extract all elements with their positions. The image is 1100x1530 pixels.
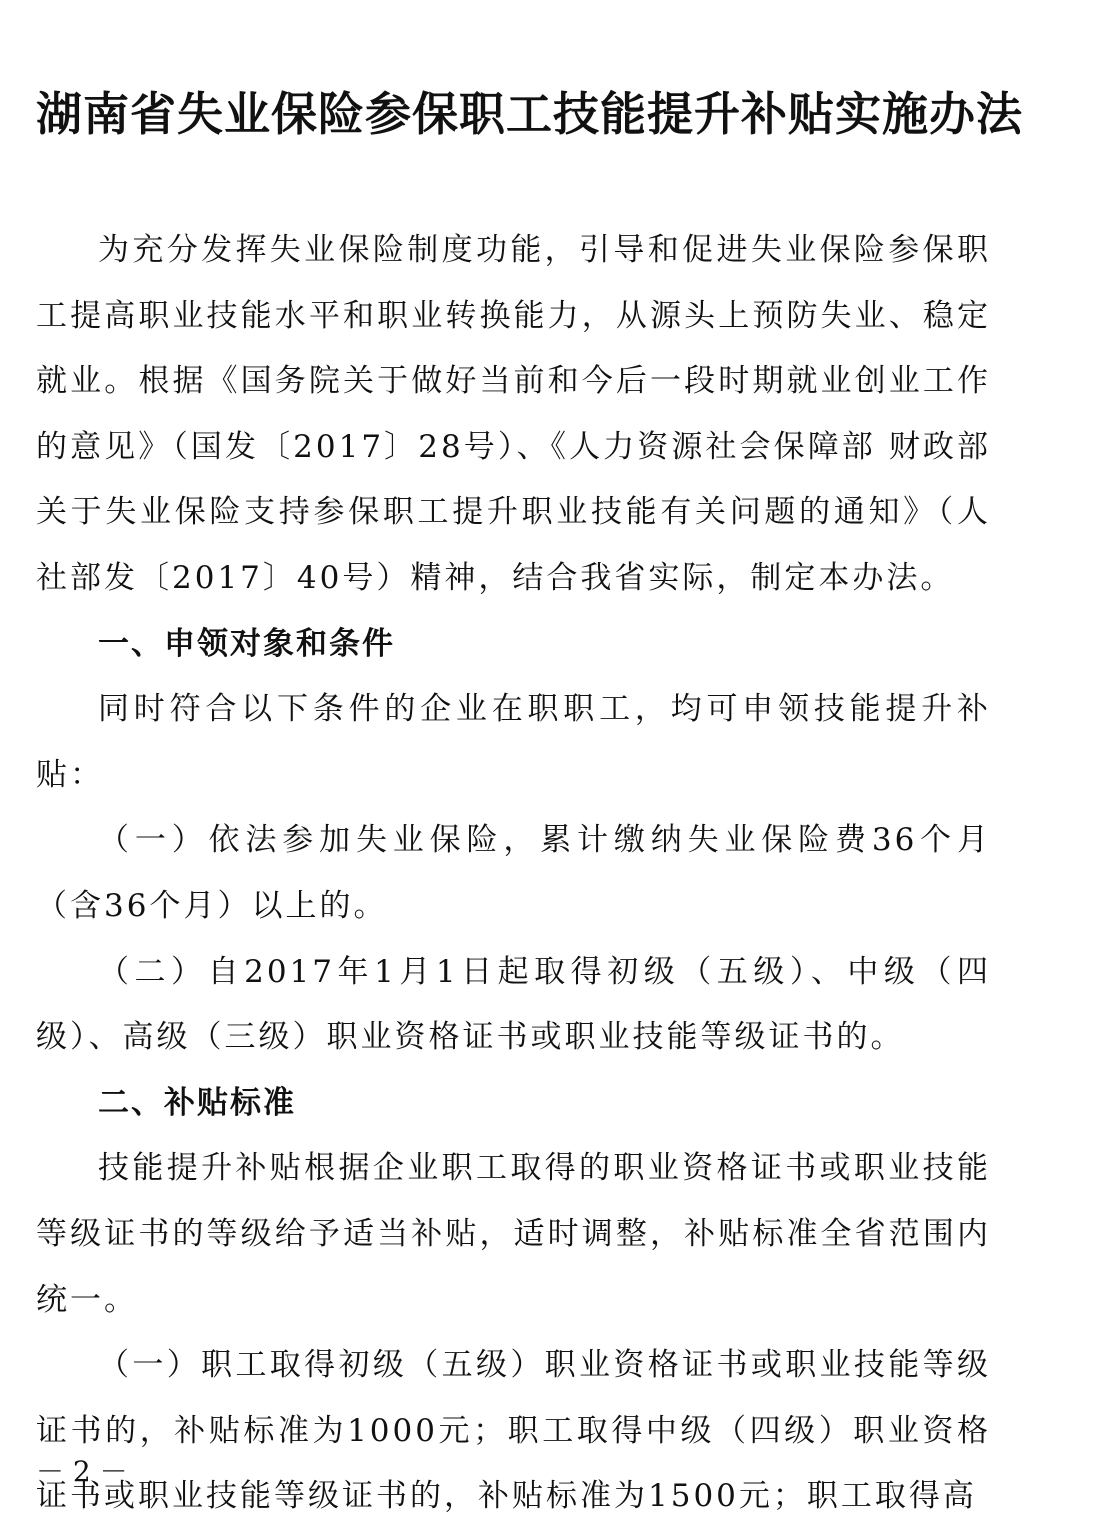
page-number: － 2 － (36, 1455, 128, 1488)
document-body (36, 218, 991, 1530)
section-heading-2: 二、补贴标准 (98, 1084, 296, 1121)
condition-1-paragraph: （一）依法参加失业保险，累计缴纳失业保险费36个月（含36个月）以上的。 (36, 822, 991, 924)
intro-paragraph: 为充分发挥失业保险制度功能，引导和促进失业保险参保职工提高职业技能水平和职业转换能力，从源头上预防失业、稳定就业。根据《国务院关于做好当前和今后一段时期就业创业工作的意见》（国发〔2017〕28号）、《人力资源社会保障部 财政部关于失业保险支持参保职工提升职业技能有关问题的通知》（人社部发〔2017〕40号）精神，结合我省实际，制定本办法。 (36, 232, 991, 596)
section-2-paragraph: 技能提升补贴根据企业职工取得的职业资格证书或职业技能等级证书的等级给予适当补贴，适时调整，补贴标准全省范围内统一。 (36, 1150, 991, 1318)
standard-1-paragraph: （一）职工取得初级（五级）职业资格证书或职业技能等级证书的，补贴标准为1000元；职工取得中级（四级）职业资格证书或职业技能等级证书的，补贴标准为1500元；职工取得高 (36, 1347, 991, 1515)
condition-2-paragraph: （二）自2017年1月1日起取得初级（五级）、中级（四级）、高级（三级）职业资格证书或职业技能等级证书的。 (36, 953, 991, 1056)
section-heading-1: 一、申领对象和条件 (98, 625, 395, 662)
section-1-paragraph: 同时符合以下条件的企业在职职工，均可申领技能提升补贴： (36, 691, 991, 793)
document-title: 湖南省失业保险参保职工技能提升补贴实施办法 (36, 87, 1023, 141)
